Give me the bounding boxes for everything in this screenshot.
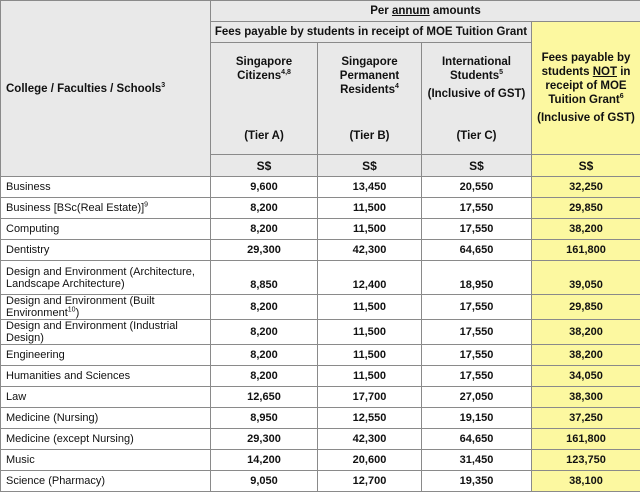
row-label: Computing [1, 219, 211, 240]
non-moe-header: Fees payable by students NOT in receipt of MOE Tuition Grant$^6$ (Inclusive of GST) [532, 22, 640, 155]
fee-cell: 64,650 [422, 240, 532, 261]
fee-cell: 42,300 [318, 429, 422, 450]
fee-cell: 12,550 [318, 408, 422, 429]
fee-cell: 39,050 [532, 261, 640, 295]
fee-cell: 20,550 [422, 177, 532, 198]
header-row-per-annum [1, 1, 640, 22]
table-row [1, 177, 640, 198]
row-label: Medicine (except Nursing) [1, 429, 211, 450]
row-label: Dentistry [1, 240, 211, 261]
fee-cell: 9,600 [211, 177, 318, 198]
fee-cell: 29,850 [532, 198, 640, 219]
fee-cell: 20,600 [318, 450, 422, 471]
fee-cell: 17,550 [422, 320, 532, 345]
row-label: Law [1, 387, 211, 408]
fee-cell: 17,700 [318, 387, 422, 408]
table-row [1, 345, 640, 366]
row-label: Science (Pharmacy) [1, 471, 211, 492]
fee-cell: 27,050 [422, 387, 532, 408]
table-row [1, 320, 640, 345]
fee-cell: 18,950 [422, 261, 532, 295]
fee-cell: 11,500 [318, 198, 422, 219]
moe-tuition-grant-header: Fees payable by students in receipt of MOE Tuition Grant [211, 22, 532, 43]
row-label: Humanities and Sciences [1, 366, 211, 387]
row-label: Business [1, 177, 211, 198]
fee-cell: 9,050 [211, 471, 318, 492]
row-label: Business [BSc(Real Estate)]$^9$ [1, 198, 211, 219]
fee-cell: 123,750 [532, 450, 640, 471]
fee-cell: 8,200 [211, 345, 318, 366]
fee-cell: 38,200 [532, 345, 640, 366]
fee-cell: 11,500 [318, 320, 422, 345]
fee-cell: 8,950 [211, 408, 318, 429]
table-row [1, 261, 640, 295]
table-row [1, 450, 640, 471]
fee-cell: 17,550 [422, 345, 532, 366]
fee-cell: 11,500 [318, 295, 422, 320]
row-label: Medicine (Nursing) [1, 408, 211, 429]
fee-cell: 11,500 [318, 366, 422, 387]
table-row [1, 366, 640, 387]
fee-cell: 13,450 [318, 177, 422, 198]
fee-cell: 37,250 [532, 408, 640, 429]
row-label: Design and Environment (Industrial Design) [1, 320, 211, 345]
fee-cell: 38,100 [532, 471, 640, 492]
fee-cell: 17,550 [422, 295, 532, 320]
fee-cell: 19,150 [422, 408, 532, 429]
fee-cell: 38,200 [532, 320, 640, 345]
table-row [1, 471, 640, 492]
fee-cell: 8,200 [211, 366, 318, 387]
fee-cell: 161,800 [532, 429, 640, 450]
fee-cell: 17,550 [422, 219, 532, 240]
fee-cell: 14,200 [211, 450, 318, 471]
row-label: Design and Environment (Architecture, Landscape Architecture) [1, 261, 211, 295]
fee-cell: 8,200 [211, 320, 318, 345]
table-row [1, 240, 640, 261]
fee-cell: 17,550 [422, 198, 532, 219]
fee-cell: 11,500 [318, 345, 422, 366]
fee-cell: 8,850 [211, 261, 318, 295]
fee-cell: 19,350 [422, 471, 532, 492]
fee-cell: 161,800 [532, 240, 640, 261]
fee-cell: 64,650 [422, 429, 532, 450]
currency-label: S$ [532, 155, 640, 177]
fee-cell: 12,700 [318, 471, 422, 492]
row-label: Design and Environment (Built Environment$^{10}$) [1, 295, 211, 320]
row-label: Music [1, 450, 211, 471]
fee-cell: 34,050 [532, 366, 640, 387]
table-row [1, 219, 640, 240]
table-row [1, 198, 640, 219]
fee-cell: 38,200 [532, 219, 640, 240]
per-annum-header: Per annum amounts [211, 1, 640, 22]
fee-cell: 29,300 [211, 240, 318, 261]
fee-cell: 17,550 [422, 366, 532, 387]
fee-cell: 32,250 [532, 177, 640, 198]
college-column-header: College / Faculties / Schools$^3$ [1, 1, 211, 177]
table-row [1, 429, 640, 450]
currency-label: S$ [422, 155, 532, 177]
citizens-header: Singapore Citizens$^{4,8}$ (Tier A) [211, 43, 318, 155]
table-row [1, 387, 640, 408]
row-label: Engineering [1, 345, 211, 366]
fee-cell: 38,300 [532, 387, 640, 408]
fee-cell: 12,400 [318, 261, 422, 295]
table-row [1, 408, 640, 429]
currency-label: S$ [318, 155, 422, 177]
permanent-residents-header: Singapore Permanent Residents$^4$ (Tier B) [318, 43, 422, 155]
fee-cell: 8,200 [211, 295, 318, 320]
table-row [1, 295, 640, 320]
fee-cell: 42,300 [318, 240, 422, 261]
international-students-header: International Students$^5$ (Inclusive of GST) (Tier C) [422, 43, 532, 155]
fee-cell: 8,200 [211, 198, 318, 219]
fee-cell: 12,650 [211, 387, 318, 408]
fee-cell: 29,300 [211, 429, 318, 450]
fee-cell: 31,450 [422, 450, 532, 471]
fee-cell: 11,500 [318, 219, 422, 240]
currency-label: S$ [211, 155, 318, 177]
fee-cell: 29,850 [532, 295, 640, 320]
fee-cell: 8,200 [211, 219, 318, 240]
